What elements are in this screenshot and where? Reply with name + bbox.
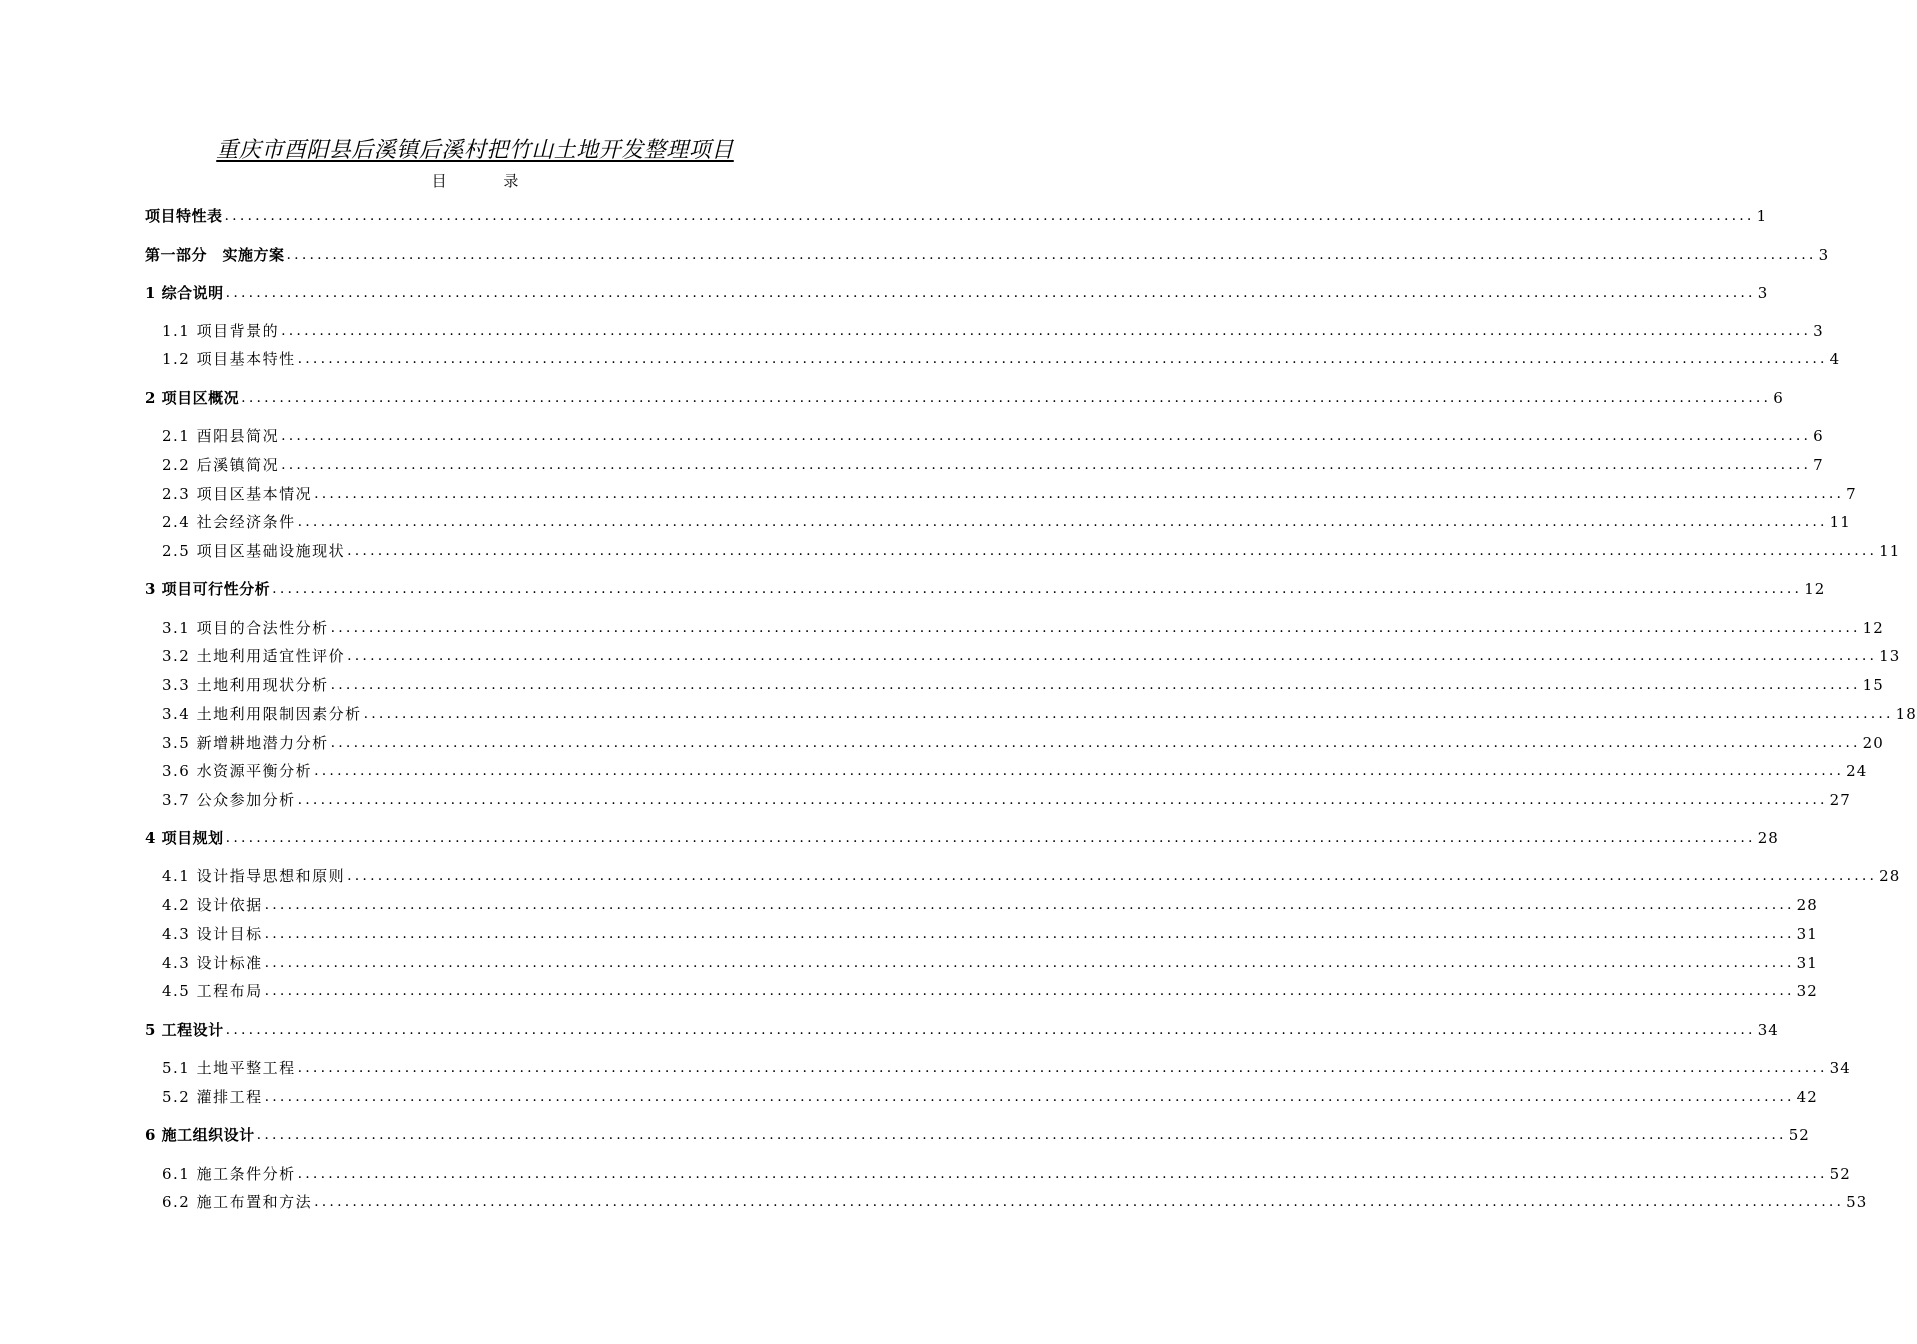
toc-entry-label: 2.4 社会经济条件 <box>162 513 296 531</box>
toc-entry-label: 3 项目可行性分析 <box>145 580 271 598</box>
toc-leader-dots: ........................................................................................................................................................................................................ <box>314 1194 1845 1210</box>
toc-entry-page-number: 12 <box>1804 580 1826 598</box>
toc-entry-label: 2.1 酉阳县简况 <box>162 427 280 445</box>
toc-entry[interactable] <box>162 893 1818 915</box>
toc-entry[interactable] <box>162 1056 1851 1078</box>
toc-entry[interactable] <box>162 424 1824 446</box>
toc-leader-dots: ........................................................................................................................................................................................................ <box>314 486 1845 502</box>
toc-entry[interactable] <box>162 539 1901 561</box>
toc-entry[interactable] <box>162 922 1818 944</box>
toc-entry-label: 4.3 设计标准 <box>162 954 263 972</box>
toc-leader-dots: ........................................................................................................................................................................................................ <box>347 648 1878 664</box>
toc-leader-dots: ........................................................................................................................................................................................................ <box>297 792 1828 808</box>
toc-entry-page-number: 32 <box>1796 982 1818 1000</box>
toc-entry-label: 3.4 土地利用限制因素分析 <box>162 705 362 723</box>
toc-entry[interactable] <box>162 453 1824 475</box>
toc-entry-label: 4 项目规划 <box>145 829 224 847</box>
toc-entry-label: 4.3 设计目标 <box>162 925 263 943</box>
toc-entry-label: 第一部分 实施方案 <box>145 246 285 264</box>
toc-entry-page-number: 28 <box>1757 829 1779 847</box>
toc-entry[interactable] <box>162 673 1884 695</box>
toc-entry-page-number: 24 <box>1846 762 1868 780</box>
toc-entry[interactable] <box>162 702 1917 724</box>
toc-entry-page-number: 53 <box>1846 1193 1868 1211</box>
toc-entry[interactable] <box>162 482 1857 504</box>
toc-leader-dots: ........................................................................................................................................................................................................ <box>225 285 1756 301</box>
toc-entry[interactable] <box>162 979 1818 1001</box>
toc-entry-page-number: 34 <box>1757 1021 1779 1039</box>
toc-entry-page-number: 4 <box>1829 350 1841 368</box>
toc-entry-label: 1 综合说明 <box>145 284 224 302</box>
toc-entry-label: 项目特性表 <box>145 207 223 225</box>
toc-leader-dots: ........................................................................................................................................................................................................ <box>281 428 1812 444</box>
toc-entry-page-number: 6 <box>1773 389 1784 407</box>
toc-entry-page-number: 15 <box>1862 676 1884 694</box>
toc-entry[interactable] <box>162 616 1884 638</box>
toc-entry[interactable] <box>162 1190 1868 1212</box>
toc-entry-label: 4.5 工程布局 <box>162 982 263 1000</box>
toc-entry[interactable] <box>145 386 1784 408</box>
toc-leader-dots: ........................................................................................................................................................................................................ <box>297 514 1828 530</box>
toc-entry-label: 4.1 设计指导思想和原则 <box>162 867 346 885</box>
toc-entry-page-number: 6 <box>1813 427 1824 445</box>
toc-leader-dots: ........................................................................................................................................................................................................ <box>225 1022 1756 1038</box>
toc-entry-page-number: 3 <box>1818 246 1830 264</box>
toc-entry[interactable] <box>162 951 1818 973</box>
toc-leader-dots: ........................................................................................................................................................................................................ <box>241 390 1772 406</box>
toc-entry[interactable] <box>162 510 1851 532</box>
toc-entry-label: 6.2 施工布置和方法 <box>162 1193 313 1211</box>
toc-entry-page-number: 7 <box>1846 485 1857 503</box>
toc-entry-page-number: 11 <box>1829 513 1851 531</box>
toc-entry-page-number: 27 <box>1829 791 1851 809</box>
toc-entry-page-number: 28 <box>1879 867 1901 885</box>
toc-entry-label: 6 施工组织设计 <box>145 1126 255 1144</box>
toc-entry-label: 3.1 项目的合法性分析 <box>162 619 329 637</box>
toc-entry[interactable] <box>145 1018 1779 1040</box>
toc-entry-label: 2.5 项目区基础设施现状 <box>162 542 346 560</box>
toc-leader-dots: ........................................................................................................................................................................................................ <box>264 1089 1795 1105</box>
toc-leader-dots: ........................................................................................................................................................................................................ <box>225 830 1756 846</box>
toc-entry-page-number: 52 <box>1788 1126 1810 1144</box>
toc-entry-page-number: 3 <box>1757 284 1769 302</box>
toc-entry-page-number: 11 <box>1879 542 1901 560</box>
toc-leader-dots: ........................................................................................................................................................................................................ <box>297 351 1828 367</box>
toc-leader-dots: ........................................................................................................................................................................................................ <box>330 735 1861 751</box>
toc-entry-label: 3.2 土地利用适宜性评价 <box>162 647 346 665</box>
toc-leader-dots: ........................................................................................................................................................................................................ <box>330 677 1861 693</box>
toc-leader-dots: ........................................................................................................................................................................................................ <box>330 620 1861 636</box>
toc-entry-page-number: 12 <box>1862 619 1884 637</box>
toc-entry-label: 2.2 后溪镇简况 <box>162 456 280 474</box>
toc-entry-page-number: 34 <box>1829 1059 1851 1077</box>
toc-entry-label: 1.1 项目背景的 <box>162 322 280 340</box>
toc-entry-label: 5.1 土地平整工程 <box>162 1059 296 1077</box>
toc-leader-dots: ........................................................................................................................................................................................................ <box>264 955 1795 971</box>
toc-leader-dots: ........................................................................................................................................................................................................ <box>224 208 1755 224</box>
document-title: 重庆市酉阳县后溪镇后溪村把竹山土地开发整理项目 <box>216 138 734 163</box>
toc-entry-page-number: 52 <box>1829 1165 1851 1183</box>
toc-entry[interactable] <box>162 864 1901 886</box>
toc-entry[interactable] <box>162 347 1841 369</box>
toc-entry[interactable] <box>162 319 1824 341</box>
toc-entry-page-number: 18 <box>1895 705 1917 723</box>
toc-leader-dots: ........................................................................................................................................................................................................ <box>256 1127 1787 1143</box>
toc-entry-page-number: 1 <box>1756 207 1768 225</box>
toc-entry[interactable] <box>162 759 1868 781</box>
toc-leader-dots: ........................................................................................................................................................................................................ <box>281 323 1812 339</box>
toc-leader-dots: ........................................................................................................................................................................................................ <box>281 457 1812 473</box>
toc-leader-dots: ........................................................................................................................................................................................................ <box>347 543 1878 559</box>
toc-leader-dots: ........................................................................................................................................................................................................ <box>297 1166 1828 1182</box>
toc-entry-label: 1.2 项目基本特性 <box>162 350 296 368</box>
toc-entry-label: 3.7 公众参加分析 <box>162 791 296 809</box>
toc-entry-page-number: 31 <box>1796 925 1818 943</box>
toc-entry-page-number: 7 <box>1813 456 1824 474</box>
toc-entry[interactable] <box>145 826 1779 848</box>
toc-entry-page-number: 3 <box>1813 322 1824 340</box>
toc-entry[interactable] <box>162 1085 1818 1107</box>
toc-entry-label: 3.3 土地利用现状分析 <box>162 676 329 694</box>
toc-entry-label: 5.2 灌排工程 <box>162 1088 263 1106</box>
toc-entry[interactable] <box>145 281 1769 303</box>
toc-entry-label: 3.6 水资源平衡分析 <box>162 762 313 780</box>
toc-entry-page-number: 13 <box>1879 647 1901 665</box>
toc-entry-label: 6.1 施工条件分析 <box>162 1165 296 1183</box>
toc-entry[interactable] <box>145 577 1826 599</box>
toc-leader-dots: ........................................................................................................................................................................................................ <box>264 897 1795 913</box>
toc-entry-label: 2 项目区概况 <box>145 389 240 407</box>
toc-leader-dots: ........................................................................................................................................................................................................ <box>264 926 1795 942</box>
toc-heading: 目 录 <box>431 172 545 190</box>
toc-leader-dots: ........................................................................................................................................................................................................ <box>286 247 1817 263</box>
toc-entry[interactable] <box>145 243 1830 265</box>
toc-entry-label: 5 工程设计 <box>145 1021 224 1039</box>
toc-entry[interactable] <box>145 204 1768 226</box>
toc-leader-dots: ........................................................................................................................................................................................................ <box>272 581 1803 597</box>
toc-leader-dots: ........................................................................................................................................................................................................ <box>363 706 1894 722</box>
toc-entry[interactable] <box>162 731 1884 753</box>
toc-leader-dots: ........................................................................................................................................................................................................ <box>297 1060 1828 1076</box>
toc-leader-dots: ........................................................................................................................................................................................................ <box>347 868 1878 884</box>
toc-entry[interactable] <box>162 788 1851 810</box>
toc-leader-dots: ........................................................................................................................................................................................................ <box>314 763 1845 779</box>
toc-entry-page-number: 28 <box>1796 896 1818 914</box>
toc-entry-label: 2.3 项目区基本情况 <box>162 485 313 503</box>
toc-entry[interactable] <box>162 644 1901 666</box>
toc-entry-page-number: 20 <box>1862 734 1884 752</box>
toc-entry[interactable] <box>145 1123 1810 1145</box>
toc-entry-label: 3.5 新增耕地潜力分析 <box>162 734 329 752</box>
toc-entry-label: 4.2 设计依据 <box>162 896 263 914</box>
toc-entry-page-number: 42 <box>1796 1088 1818 1106</box>
toc-entry[interactable] <box>162 1162 1851 1184</box>
toc-entry-page-number: 31 <box>1796 954 1818 972</box>
toc-leader-dots: ........................................................................................................................................................................................................ <box>264 983 1795 999</box>
